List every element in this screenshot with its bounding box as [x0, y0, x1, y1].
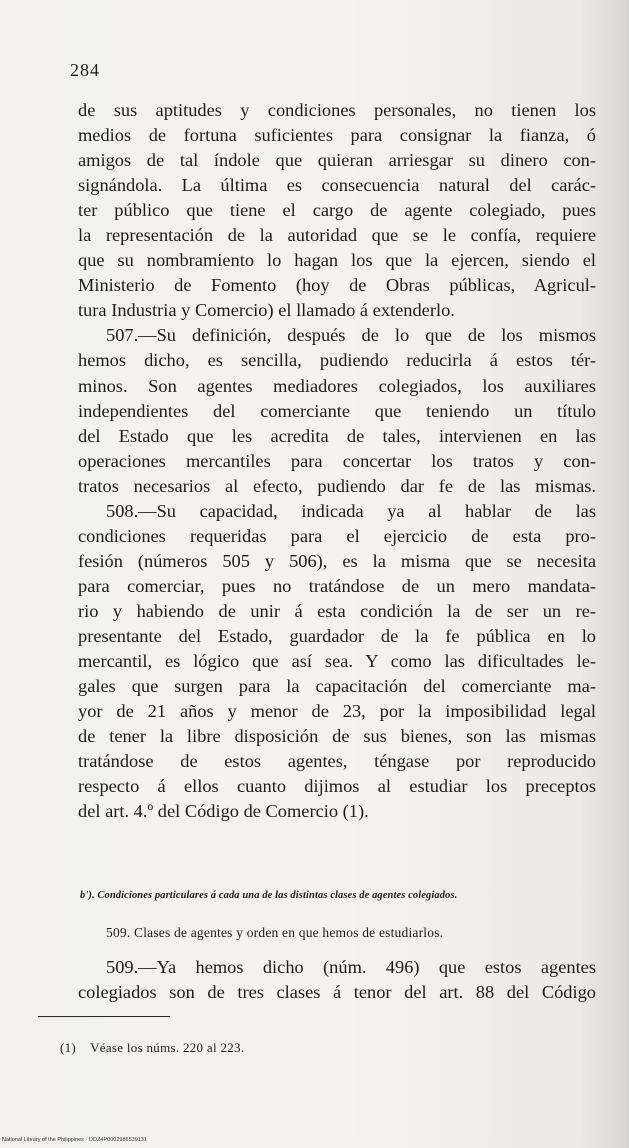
- footnote-mark: (1): [60, 1040, 77, 1055]
- text-line: de sus aptitudes y condiciones personales, no tienen los: [78, 100, 596, 120]
- text-line: que su nombramiento lo hagan los que la ejercen, siendo el: [78, 250, 596, 271]
- text-line: 507.—Su definición, después de lo que de los mismos: [106, 325, 596, 346]
- text-line: la representación de la autoridad que se le confía, requiere: [78, 225, 596, 246]
- text-line: colegiados son de tres clases á tenor del art. 88 del Código: [78, 982, 596, 1003]
- footnote-text: Véase los núms. 220 al 223.: [90, 1040, 245, 1055]
- text-line: condiciones requeridas para el ejercicio de esta pro-: [78, 525, 596, 546]
- text-line: tura Industria y Comercio) el llamado á extenderlo.: [78, 300, 455, 321]
- text-line: yor de 21 años y menor de 23, por la imposibilidad legal: [78, 701, 596, 722]
- text-line: 508.—Su capacidad, indicada ya al hablar de las: [106, 500, 596, 521]
- footnote-rule: [38, 1016, 170, 1017]
- text-line: 509.—Ya hemos dicho (núm. 496) que estos agentes: [106, 957, 596, 977]
- text-line: respecto á ellos cuanto dijimos al estudiar los preceptos: [78, 776, 596, 797]
- library-watermark: National Library of the Philippines · DOZ4P0002986539131: [2, 1137, 147, 1143]
- text-line: medios de fortuna suficientes para consignar la fianza, ó: [78, 125, 596, 146]
- text-line: mercantil, es lógico que así sea. Y como las dificultades le-: [78, 651, 596, 672]
- text-line: signándola. La última es consecuencia natural del carác-: [78, 175, 596, 196]
- main-text-block: [78, 98, 596, 824]
- text-line: ter público que tiene el cargo de agente colegiado, pues: [78, 200, 596, 221]
- text-line: minos. Son agentes mediadores colegiados, los auxiliares: [78, 375, 596, 396]
- text-line: rio y habiendo de unir á esta condición la de ser un re-: [78, 600, 596, 621]
- text-line: tratándose de estos agentes, téngase por reproducido: [78, 751, 596, 772]
- text-line: independientes del comerciante que teniendo un título: [78, 400, 596, 421]
- text-line: amigos de tal índole que quieran arriesgar su dinero con-: [78, 150, 596, 171]
- closing-text-block: [78, 955, 596, 1005]
- section-heading: 509. Clases de agentes y orden en que hemos de estudiarlos.: [106, 925, 444, 940]
- text-line: presentante del Estado, guardador de la fe pública en lo: [78, 625, 596, 646]
- text-line: gales que surgen para la capacitación del comerciante ma-: [78, 676, 596, 697]
- section-heading-italic: b'). Condiciones particulares á cada una de las distintas clases de agentes colegiados.: [80, 890, 458, 901]
- text-line: Ministerio de Fomento (hoy de Obras públicas, Agricul-: [78, 275, 596, 296]
- page-number: 284: [70, 60, 100, 80]
- text-line: tratos necesarios al efecto, pudiendo dar fe de las mismas.: [78, 475, 596, 496]
- text-line: fesión (números 505 y 506), es la misma que se necesita: [78, 550, 596, 571]
- text-line: para comerciar, pues no tratándose de un mero mandata-: [78, 575, 596, 596]
- text-line: del Estado que les acredita de tales, intervienen en las: [78, 425, 596, 446]
- footnote: [60, 1040, 244, 1056]
- text-line: del art. 4.º del Código de Comercio (1).: [78, 801, 369, 822]
- text-line: de tener la libre disposición de sus bienes, son las mismas: [78, 726, 596, 747]
- text-line: operaciones mercantiles para concertar los tratos y con-: [78, 450, 596, 471]
- text-line: hemos dicho, es sencilla, pudiendo reducirla á estos tér-: [78, 350, 596, 371]
